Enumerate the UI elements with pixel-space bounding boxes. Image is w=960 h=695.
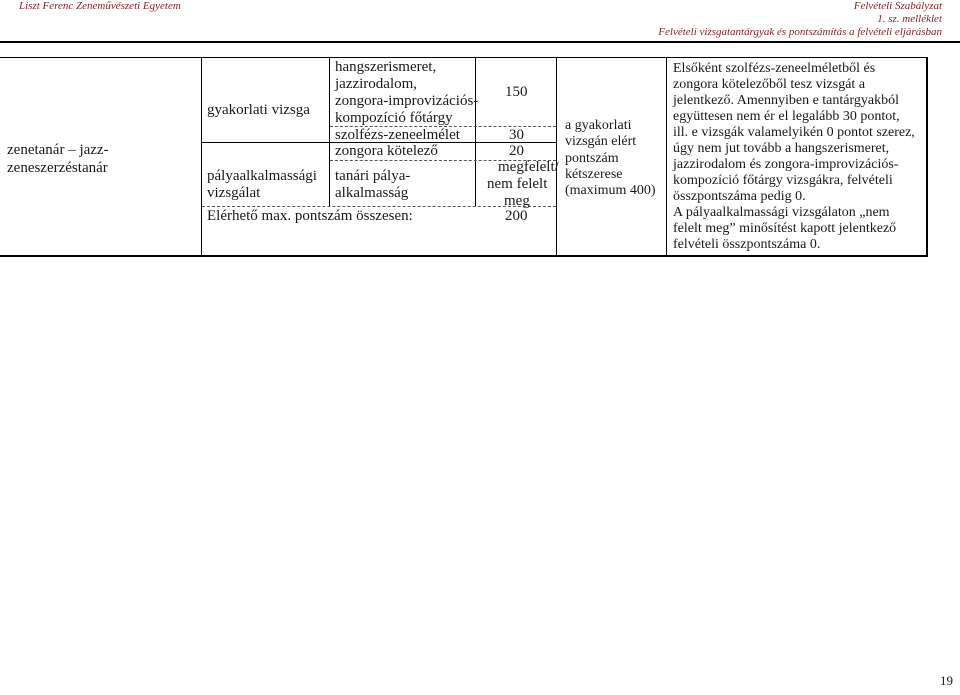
exam-aptitude-line1: pályaalkalmassági	[207, 168, 317, 184]
exam-aptitude-line2: vizsgálat	[207, 185, 261, 201]
program-name-line2: zeneszerzéstanár	[7, 160, 108, 176]
annex-title: Felvételi vizsgatantárgyak és pontszámítás a felvételi eljárásban	[658, 26, 942, 38]
notes-line10: A pályaalkalmassági vizsgálaton „nem	[673, 205, 890, 220]
notes-line3: jelentkező. Amennyiben e tantárgyakból	[673, 93, 900, 108]
table-right-border	[926, 57, 928, 257]
points-main: 150	[505, 84, 528, 100]
notes-line9: összpontszáma pedig 0.	[673, 189, 806, 204]
col-divider-program	[201, 57, 202, 257]
col-divider-points	[475, 57, 476, 206]
annex-label: 1. sz. melléklet	[877, 13, 942, 25]
calc-line2: vizsgán elért	[565, 134, 637, 149]
subject-main-line3: zongora-improvizációs-	[335, 93, 479, 109]
institution-name: Liszt Ferenc Zeneművészeti Egyetem	[19, 0, 181, 12]
total-label: Elérhető max. pontszám összesen:	[207, 208, 413, 224]
program-name-line1: zenetanár – jazz-	[7, 142, 109, 158]
notes-line2: zongora kötelezőből tesz vizsgát a	[673, 77, 866, 92]
table-top-border	[0, 57, 928, 58]
subject-piano: zongora kötelező	[335, 143, 438, 159]
calc-line1: a gyakorlati	[565, 118, 632, 133]
notes-line6: úgy nem jut tovább a hangszerismeret,	[673, 141, 890, 156]
subject-teacher-aptitude-line1: tanári pálya-	[335, 168, 411, 184]
exam-practical: gyakorlati vizsga	[207, 102, 310, 118]
points-solfege: 30	[509, 127, 524, 143]
col-divider-calc	[666, 57, 667, 257]
subject-teacher-aptitude-line2: alkalmasság	[335, 185, 409, 201]
notes-line5: ill. e vizsgák valamelyikén 0 pontot szerez,	[673, 125, 915, 140]
table-bottom-border	[0, 255, 928, 257]
points-aptitude-line2: nem felelt	[487, 176, 548, 192]
calc-line5: (maximum 400)	[565, 183, 656, 198]
total-points: 200	[505, 208, 528, 224]
notes-line12: felvételi összpontszáma 0.	[673, 237, 821, 252]
notes-line11: felelt meg” minősítést kapott jelentkező	[673, 221, 897, 236]
document-header	[658, 0, 942, 39]
subject-solfege: szolfézs-zeneelmélet	[335, 127, 460, 143]
notes-line4: együttesen nem ér el legalább 30 pontot,	[673, 109, 900, 124]
page-number: 19	[940, 673, 953, 688]
calc-line3: pontszám	[565, 151, 619, 166]
subject-main-line1: hangszerismeret,	[335, 59, 437, 75]
subject-main-line4: kompozíció főtárgy	[335, 110, 453, 126]
notes-line1: Elsőként szolfézs-zeneelméletből és	[673, 61, 876, 76]
points-aptitude-line3: meg	[504, 193, 530, 209]
notes-line7: jazzirodalom és zongora-improvizációs-	[673, 157, 899, 172]
notes-line8: kompozíció főtárgy vizsgákra, felvételi	[673, 173, 893, 188]
calc-line4: kétszerese	[565, 167, 623, 182]
document-title: Felvételi Szabályzat	[853, 0, 942, 12]
subject-main-line2: jazzirodalom,	[335, 76, 418, 92]
points-aptitude-line1: megfelelt/	[498, 159, 559, 175]
header-rule	[0, 41, 960, 43]
col-divider-exam	[329, 57, 330, 206]
total-separator	[202, 206, 556, 207]
points-piano: 20	[509, 143, 524, 159]
col-divider-score	[556, 57, 557, 257]
